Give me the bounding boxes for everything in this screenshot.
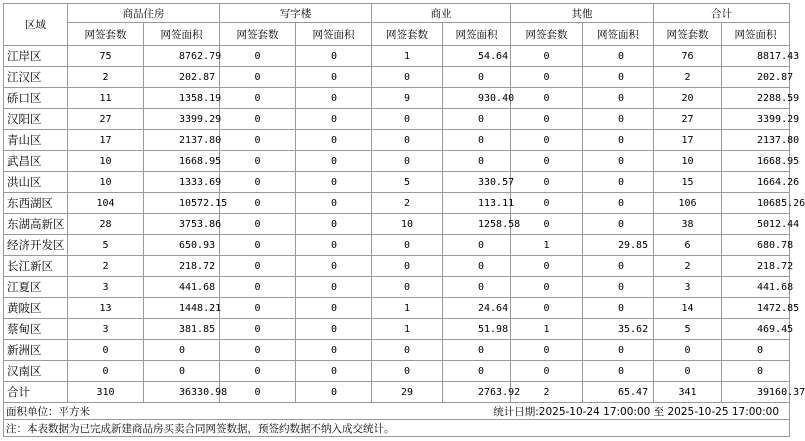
area-cell: 0	[296, 256, 372, 277]
district-name: 汉阳区	[4, 109, 68, 130]
district-name: 江岸区	[4, 46, 68, 67]
count-cell: 2	[68, 67, 144, 88]
area-cell: 0	[443, 151, 511, 172]
area-cell: 218.72	[144, 256, 220, 277]
table-row	[4, 130, 790, 151]
sales-table	[3, 3, 805, 437]
area-cell: 65.47	[583, 382, 654, 403]
district-name: 东湖高新区	[4, 214, 68, 235]
table-row	[4, 193, 790, 214]
district-name: 江汉区	[4, 67, 68, 88]
area-cell: 0	[443, 109, 511, 130]
count-cell: 0	[220, 130, 296, 151]
area-cell: 2288.59	[722, 88, 790, 109]
area-cell: 36330.98	[144, 382, 220, 403]
count-cell: 3	[68, 277, 144, 298]
area-cell: 650.93	[144, 235, 220, 256]
area-cell: 0	[296, 382, 372, 403]
footer-note-row	[4, 420, 790, 437]
district-name: 武昌区	[4, 151, 68, 172]
area-cell: 0	[722, 361, 790, 382]
district-name: 新洲区	[4, 340, 68, 361]
sub-header-count: 网签套数	[511, 23, 583, 46]
area-cell: 3399.29	[722, 109, 790, 130]
count-cell: 1	[372, 46, 443, 67]
count-cell: 0	[511, 193, 583, 214]
area-cell: 0	[144, 340, 220, 361]
table-row	[4, 88, 790, 109]
area-cell: 0	[443, 277, 511, 298]
area-cell: 24.64	[443, 298, 511, 319]
area-cell: 0	[443, 361, 511, 382]
count-cell: 341	[654, 382, 722, 403]
count-cell: 0	[220, 67, 296, 88]
district-name: 合计	[4, 382, 68, 403]
area-cell: 1664.26	[722, 172, 790, 193]
sub-header-count: 网签套数	[220, 23, 296, 46]
area-cell: 1258.58	[443, 214, 511, 235]
count-cell: 1	[511, 319, 583, 340]
count-cell: 5	[654, 319, 722, 340]
area-cell: 0	[583, 214, 654, 235]
statistics-period: 统计日期:2025-10-24 17:00:00 至 2025-10-25 17:00:00	[372, 403, 790, 420]
area-cell: 0	[583, 67, 654, 88]
area-cell: 0	[296, 130, 372, 151]
area-cell: 54.64	[443, 46, 511, 67]
count-cell: 2	[511, 382, 583, 403]
count-cell: 2	[68, 256, 144, 277]
area-cell: 0	[583, 193, 654, 214]
area-cell: 0	[296, 109, 372, 130]
area-cell: 0	[583, 361, 654, 382]
count-cell: 27	[654, 109, 722, 130]
table-row	[4, 382, 790, 403]
group-header: 其他	[511, 4, 654, 23]
table-row	[4, 340, 790, 361]
count-cell: 10	[372, 214, 443, 235]
count-cell: 0	[220, 256, 296, 277]
area-cell: 0	[296, 298, 372, 319]
table-row	[4, 109, 790, 130]
count-cell: 0	[511, 130, 583, 151]
area-cell: 1333.69	[144, 172, 220, 193]
sub-header-area: 网签面积	[722, 23, 790, 46]
area-cell: 0	[443, 235, 511, 256]
sub-header-count: 网签套数	[68, 23, 144, 46]
count-cell: 0	[511, 151, 583, 172]
area-cell: 0	[443, 67, 511, 88]
area-cell: 0	[443, 340, 511, 361]
area-cell: 39160.37	[722, 382, 790, 403]
area-cell: 0	[296, 277, 372, 298]
count-cell: 0	[511, 361, 583, 382]
area-cell: 0	[583, 46, 654, 67]
sub-header-count: 网签套数	[372, 23, 443, 46]
district-name: 东西湖区	[4, 193, 68, 214]
count-cell: 76	[654, 46, 722, 67]
count-cell: 0	[68, 340, 144, 361]
area-cell: 0	[443, 130, 511, 151]
count-cell: 0	[220, 214, 296, 235]
area-cell: 0	[722, 340, 790, 361]
table-body	[4, 46, 805, 403]
count-cell: 0	[511, 277, 583, 298]
count-cell: 0	[220, 361, 296, 382]
count-cell: 0	[220, 235, 296, 256]
count-cell: 10	[68, 172, 144, 193]
count-cell: 310	[68, 382, 144, 403]
sub-header-count: 网签套数	[654, 23, 722, 46]
report-container	[3, 3, 805, 437]
table-footnote: 注：本表数据为已完成新建商品房买卖合同网签数据，预签约数据不纳入成交统计。	[4, 420, 790, 437]
table-row	[4, 46, 790, 67]
count-cell: 29	[372, 382, 443, 403]
area-cell: 680.78	[722, 235, 790, 256]
count-cell: 15	[654, 172, 722, 193]
area-cell: 0	[296, 46, 372, 67]
area-cell: 3399.29	[144, 109, 220, 130]
group-header: 写字楼	[220, 4, 372, 23]
count-cell: 0	[68, 361, 144, 382]
district-name: 洪山区	[4, 172, 68, 193]
area-cell: 5012.44	[722, 214, 790, 235]
sub-header-area: 网签面积	[144, 23, 220, 46]
count-cell: 0	[511, 340, 583, 361]
count-cell: 2	[654, 256, 722, 277]
count-cell: 13	[68, 298, 144, 319]
area-cell: 0	[583, 130, 654, 151]
count-cell: 0	[511, 256, 583, 277]
count-cell: 3	[68, 319, 144, 340]
sub-header-area: 网签面积	[296, 23, 372, 46]
count-cell: 0	[511, 67, 583, 88]
count-cell: 27	[68, 109, 144, 130]
header-row-sub	[4, 23, 790, 46]
count-cell: 1	[372, 319, 443, 340]
count-cell: 0	[372, 235, 443, 256]
count-cell: 0	[654, 340, 722, 361]
area-cell: 0	[583, 256, 654, 277]
district-name: 蔡甸区	[4, 319, 68, 340]
area-cell: 441.68	[722, 277, 790, 298]
count-cell: 0	[220, 172, 296, 193]
area-cell: 469.45	[722, 319, 790, 340]
count-cell: 0	[372, 277, 443, 298]
area-cell: 1472.85	[722, 298, 790, 319]
table-row	[4, 277, 790, 298]
header-row-groups	[4, 4, 790, 23]
area-cell: 1358.19	[144, 88, 220, 109]
count-cell: 17	[68, 130, 144, 151]
count-cell: 0	[372, 67, 443, 88]
count-cell: 75	[68, 46, 144, 67]
district-name: 黄陂区	[4, 298, 68, 319]
area-cell: 0	[583, 88, 654, 109]
footer-unit-row	[4, 403, 790, 420]
table-row	[4, 319, 790, 340]
table-row	[4, 151, 790, 172]
count-cell: 14	[654, 298, 722, 319]
table-row	[4, 256, 790, 277]
district-name: 江夏区	[4, 277, 68, 298]
count-cell: 20	[654, 88, 722, 109]
sub-header-area: 网签面积	[443, 23, 511, 46]
district-name: 汉南区	[4, 361, 68, 382]
area-cell: 381.85	[144, 319, 220, 340]
district-name: 青山区	[4, 130, 68, 151]
area-cell: 0	[583, 151, 654, 172]
area-cell: 0	[296, 88, 372, 109]
area-cell: 10572.15	[144, 193, 220, 214]
area-cell: 0	[583, 172, 654, 193]
count-cell: 0	[511, 46, 583, 67]
count-cell: 0	[511, 214, 583, 235]
area-cell: 8817.43	[722, 46, 790, 67]
count-cell: 11	[68, 88, 144, 109]
area-cell: 202.87	[722, 67, 790, 88]
area-cell: 3753.86	[144, 214, 220, 235]
area-cell: 0	[443, 256, 511, 277]
area-cell: 202.87	[144, 67, 220, 88]
count-cell: 0	[220, 88, 296, 109]
district-name: 经济开发区	[4, 235, 68, 256]
count-cell: 6	[654, 235, 722, 256]
area-cell: 51.98	[443, 319, 511, 340]
area-unit-note: 面积单位：平方米	[4, 403, 372, 420]
count-cell: 0	[220, 109, 296, 130]
table-row	[4, 361, 790, 382]
area-cell: 0	[583, 340, 654, 361]
count-cell: 0	[220, 46, 296, 67]
count-cell: 0	[220, 193, 296, 214]
area-cell: 0	[296, 172, 372, 193]
area-cell: 0	[296, 214, 372, 235]
area-cell: 0	[296, 67, 372, 88]
table-row	[4, 214, 790, 235]
count-cell: 3	[654, 277, 722, 298]
count-cell: 0	[220, 277, 296, 298]
area-cell: 0	[144, 361, 220, 382]
count-cell: 0	[220, 151, 296, 172]
count-cell: 0	[654, 361, 722, 382]
table-row	[4, 172, 790, 193]
count-cell: 106	[654, 193, 722, 214]
region-header: 区域	[4, 4, 68, 46]
count-cell: 10	[68, 151, 144, 172]
count-cell: 0	[220, 319, 296, 340]
count-cell: 28	[68, 214, 144, 235]
area-cell: 10685.26	[722, 193, 790, 214]
count-cell: 17	[654, 130, 722, 151]
area-cell: 0	[296, 235, 372, 256]
area-cell: 2137.80	[144, 130, 220, 151]
area-cell: 2763.92	[443, 382, 511, 403]
count-cell: 5	[372, 172, 443, 193]
count-cell: 0	[372, 151, 443, 172]
area-cell: 1448.21	[144, 298, 220, 319]
count-cell: 0	[372, 340, 443, 361]
area-cell: 0	[296, 319, 372, 340]
area-cell: 29.85	[583, 235, 654, 256]
count-cell: 38	[654, 214, 722, 235]
count-cell: 0	[511, 172, 583, 193]
area-cell: 0	[296, 193, 372, 214]
count-cell: 104	[68, 193, 144, 214]
sub-header-area: 网签面积	[583, 23, 654, 46]
count-cell: 0	[220, 340, 296, 361]
count-cell: 10	[654, 151, 722, 172]
area-cell: 0	[583, 277, 654, 298]
area-cell: 0	[583, 109, 654, 130]
area-cell: 330.57	[443, 172, 511, 193]
count-cell: 0	[372, 256, 443, 277]
area-cell: 1668.95	[144, 151, 220, 172]
count-cell: 1	[372, 298, 443, 319]
table-row	[4, 235, 790, 256]
district-name: 长江新区	[4, 256, 68, 277]
table-row	[4, 67, 790, 88]
area-cell: 0	[296, 151, 372, 172]
count-cell: 9	[372, 88, 443, 109]
group-header: 合计	[654, 4, 790, 23]
count-cell: 0	[511, 298, 583, 319]
group-header: 商品住房	[68, 4, 220, 23]
count-cell: 0	[220, 298, 296, 319]
table-row	[4, 298, 790, 319]
area-cell: 218.72	[722, 256, 790, 277]
count-cell: 2	[372, 193, 443, 214]
count-cell: 1	[511, 235, 583, 256]
group-header: 商业	[372, 4, 511, 23]
count-cell: 0	[511, 109, 583, 130]
count-cell: 0	[372, 130, 443, 151]
area-cell: 1668.95	[722, 151, 790, 172]
area-cell: 0	[296, 340, 372, 361]
count-cell: 5	[68, 235, 144, 256]
district-name: 硚口区	[4, 88, 68, 109]
count-cell: 0	[511, 88, 583, 109]
count-cell: 0	[372, 361, 443, 382]
area-cell: 0	[583, 298, 654, 319]
area-cell: 930.40	[443, 88, 511, 109]
count-cell: 2	[654, 67, 722, 88]
area-cell: 113.11	[443, 193, 511, 214]
count-cell: 0	[220, 382, 296, 403]
area-cell: 35.62	[583, 319, 654, 340]
count-cell: 0	[372, 109, 443, 130]
area-cell: 8762.79	[144, 46, 220, 67]
area-cell: 2137.80	[722, 130, 790, 151]
area-cell: 441.68	[144, 277, 220, 298]
area-cell: 0	[296, 361, 372, 382]
